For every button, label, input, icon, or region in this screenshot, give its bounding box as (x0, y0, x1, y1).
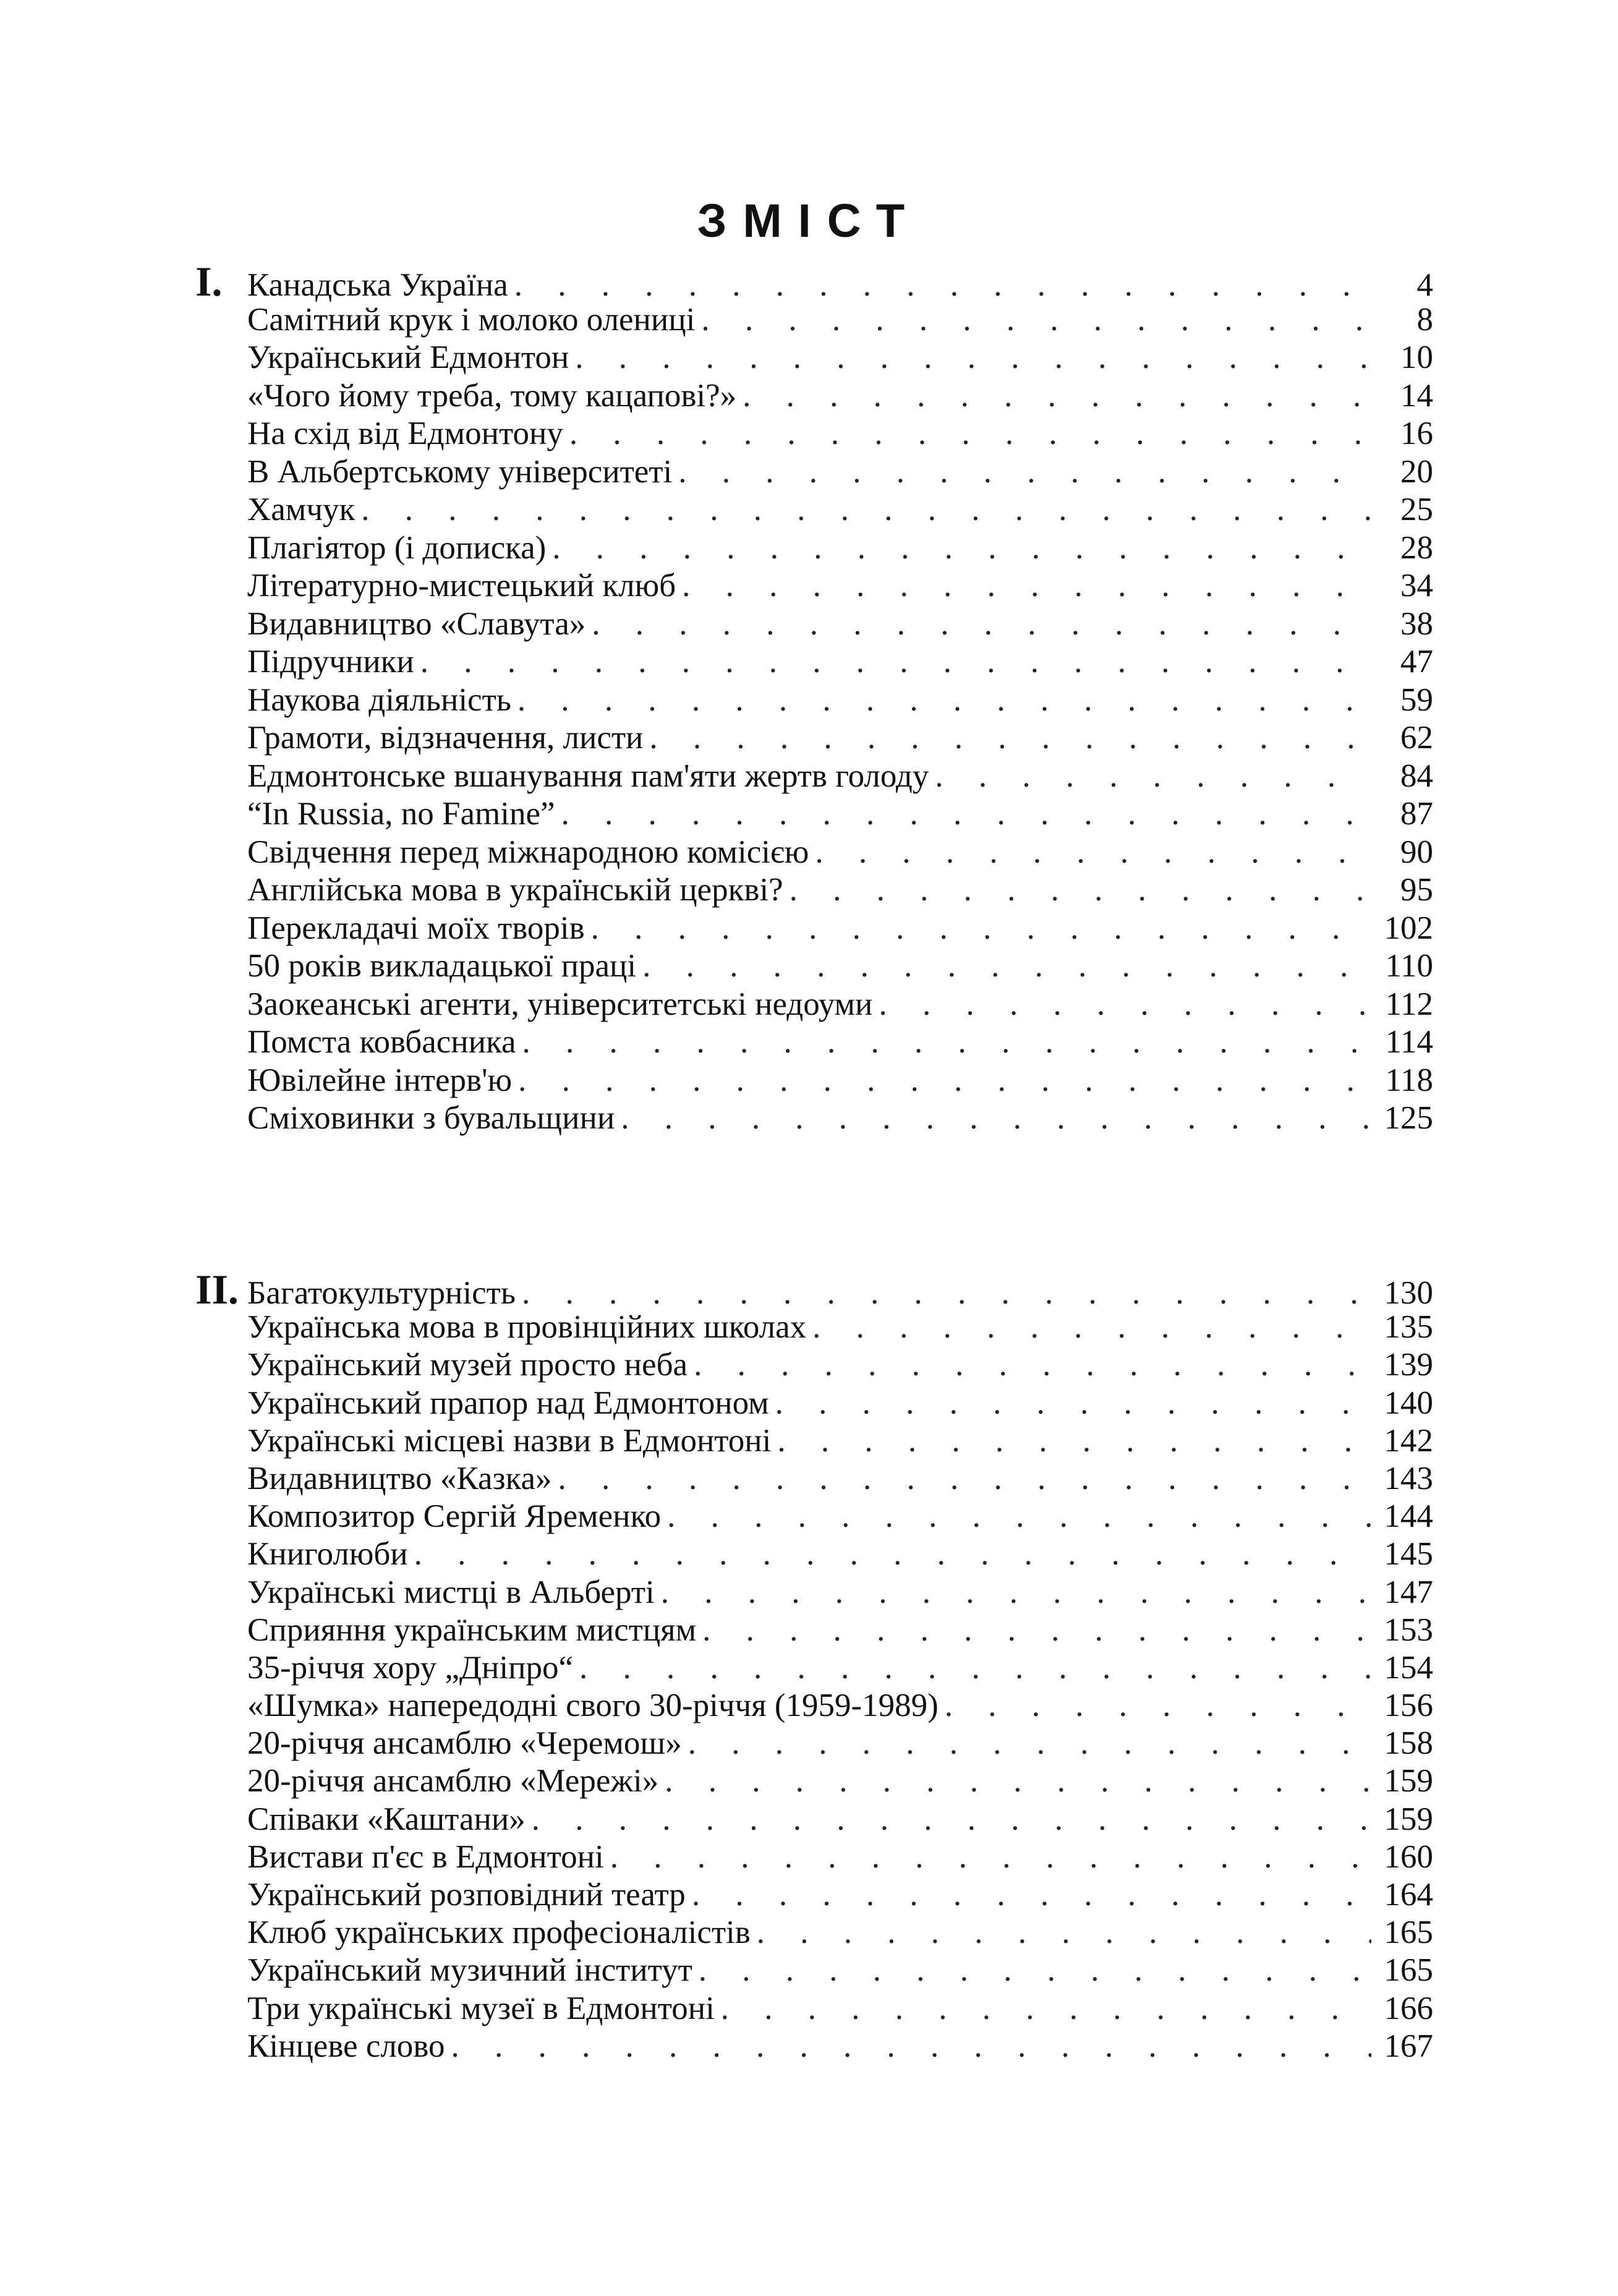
toc-entry (195, 1023, 1433, 1062)
toc-entry-title: Український Едмонтон (247, 339, 569, 375)
dot-leader (701, 301, 1371, 339)
toc-entry (195, 1801, 1433, 1838)
toc-entry-page-number: 87 (1400, 796, 1433, 832)
toc-entry-title: Едмонтонське вшанування пам'яти жертв голоду (247, 758, 929, 794)
toc-entry (195, 339, 1433, 377)
toc-entry-title: В Альбертському університеті (247, 453, 673, 490)
dot-leader (667, 1498, 1371, 1535)
dot-leader (815, 834, 1371, 872)
toc-entry (195, 1838, 1433, 1876)
toc-entry-title: Ювілейне інтерв'ю (247, 1062, 513, 1098)
toc-entry-title: Співаки «Каштани» (247, 1801, 526, 1837)
dot-leader (591, 910, 1371, 948)
toc-entry-page-number: 102 (1384, 910, 1433, 946)
toc-entry-page-number: 20 (1400, 453, 1433, 490)
toc-entry (195, 1385, 1433, 1422)
toc-entry (195, 758, 1433, 796)
toc-entry (195, 1649, 1433, 1687)
toc-entry-page-number: 118 (1385, 1062, 1433, 1098)
toc-entry-page-number: 135 (1384, 1309, 1433, 1346)
toc-entry-page-number: 25 (1400, 492, 1433, 527)
dot-leader (757, 1914, 1371, 1952)
dot-leader (945, 1687, 1371, 1725)
dot-leader (699, 1952, 1371, 1989)
dot-leader (678, 453, 1371, 492)
toc-entry-page-number: 90 (1400, 834, 1433, 870)
dot-leader (514, 267, 1371, 305)
toc-entry (195, 1611, 1433, 1649)
dot-leader (621, 1099, 1371, 1138)
toc-entry (195, 529, 1433, 568)
toc-entry (195, 1876, 1433, 1914)
toc-entry-page-number: 110 (1385, 948, 1433, 984)
toc-entry-page-number: 38 (1400, 605, 1433, 642)
toc-entry (195, 719, 1433, 758)
toc-entry (195, 1460, 1433, 1498)
dot-leader (935, 758, 1371, 796)
toc-entry-page-number: 156 (1384, 1688, 1433, 1724)
toc-section-2 (195, 1266, 1433, 2065)
dot-leader (688, 1725, 1371, 1762)
dot-leader (694, 1346, 1371, 1384)
toc-entry-page-number: 59 (1400, 681, 1433, 718)
toc-entry-page-number: 139 (1384, 1347, 1433, 1383)
toc-entry (195, 1687, 1433, 1725)
toc-entry-page-number: 114 (1385, 1024, 1433, 1060)
dot-leader (649, 719, 1371, 758)
toc-entry (195, 491, 1433, 529)
toc-entry-page-number: 34 (1400, 568, 1433, 604)
toc-entry-page-number: 16 (1400, 416, 1433, 451)
toc-entry (195, 301, 1433, 339)
toc-entry (195, 1725, 1433, 1762)
toc-entry (195, 1990, 1433, 2028)
toc-entry (195, 947, 1433, 986)
toc-entry-title: Книголюби (247, 1536, 408, 1573)
dot-leader (721, 1990, 1371, 2028)
toc-entry-title: Видавництво «Славута» (247, 605, 586, 642)
toc-entry-title: Багатокультурність (247, 1275, 516, 1311)
dot-leader (702, 1611, 1371, 1649)
dot-leader (790, 871, 1371, 910)
toc-entry-page-number: 159 (1384, 1763, 1433, 1799)
toc-entry (195, 1952, 1433, 1989)
dot-leader (812, 1308, 1371, 1346)
toc-entry-title: Три українські музеї в Едмонтоні (247, 1990, 715, 2026)
toc-entry-page-number: 14 (1400, 377, 1433, 414)
toc-entry (195, 1099, 1433, 1138)
toc-entry (195, 1062, 1433, 1100)
toc-entry-page-number: 167 (1384, 2028, 1433, 2064)
dot-leader (518, 1062, 1371, 1100)
dot-leader (558, 1460, 1371, 1498)
toc-entry-title: 50 років викладацької праці (247, 948, 637, 984)
toc-entry-page-number: 130 (1384, 1275, 1433, 1311)
toc-entry-page-number: 4 (1416, 267, 1433, 303)
toc-entry (195, 681, 1433, 720)
dot-leader (451, 2028, 1371, 2065)
toc-entry-title: Самітний крук і молоко олениці (247, 301, 696, 338)
toc-entry (195, 1266, 1433, 1313)
toc-entry-page-number: 112 (1385, 986, 1433, 1022)
toc-entry (195, 1346, 1433, 1384)
toc-entry-page-number: 8 (1416, 301, 1433, 338)
toc-entry-title: Українські місцеві назви в Едмонтоні (247, 1422, 772, 1459)
toc-entry-title: Помста ковбасника (247, 1024, 516, 1060)
toc-entry (195, 1574, 1433, 1611)
dot-leader (665, 1762, 1371, 1800)
toc-entry (195, 643, 1433, 681)
toc-entry-page-number: 145 (1384, 1536, 1433, 1573)
toc-entry-page-number: 166 (1384, 1990, 1433, 2026)
dot-leader (522, 1023, 1371, 1062)
toc-entry-page-number: 153 (1384, 1611, 1433, 1648)
toc-entry-title: 20-річчя ансамблю «Черемош» (247, 1725, 682, 1762)
toc-entry-title: Клюб українських професіоналістів (247, 1914, 751, 1951)
toc-entry-page-number: 165 (1384, 1952, 1433, 1989)
toc-entry (195, 986, 1433, 1024)
toc-entry-title: «Шумка» напередодні свого 30-річчя (1959-1989) (247, 1688, 939, 1724)
toc-entry-title: Український музичний інститут (247, 1952, 692, 1989)
toc-entry (195, 258, 1433, 305)
dot-leader (610, 1838, 1371, 1876)
toc-entry (195, 605, 1433, 644)
toc-entry-page-number: 47 (1400, 644, 1433, 680)
toc-entry (195, 1762, 1433, 1800)
toc-entry (195, 910, 1433, 948)
dot-leader (682, 567, 1371, 605)
dot-leader (575, 339, 1371, 377)
toc-entry-page-number: 144 (1384, 1498, 1433, 1535)
dot-leader (642, 947, 1371, 986)
toc-entry-title: Заокеанські агенти, університетські недоуми (247, 986, 873, 1022)
toc-entry-page-number: 154 (1384, 1649, 1433, 1686)
toc-entry (195, 1914, 1433, 1952)
toc-entry (195, 415, 1433, 453)
dot-leader (569, 415, 1371, 453)
toc-entry (195, 834, 1433, 872)
toc-entry-page-number: 147 (1384, 1574, 1433, 1610)
toc-entry-title: Канадська Україна (247, 267, 508, 303)
toc-entry-page-number: 62 (1400, 720, 1433, 756)
dot-leader (361, 491, 1371, 529)
toc-entry-title: Плагіятор (і дописка) (247, 529, 547, 566)
toc-section-1 (195, 258, 1433, 1138)
toc-entry (195, 795, 1433, 834)
toc-entry-page-number: 159 (1384, 1801, 1433, 1837)
toc-entry-title: На схід від Едмонтону (247, 416, 563, 451)
toc-entry (195, 567, 1433, 605)
toc-entry-title: Підручники (247, 644, 414, 680)
toc-entry-title: 35-річчя хору „Дніпро“ (247, 1649, 573, 1686)
toc-entry-page-number: 142 (1384, 1422, 1433, 1459)
toc-entry-title: Сміховинки з бувальщини (247, 1100, 615, 1136)
toc-entry-title: Свідчення перед міжнародною комісією (247, 834, 809, 870)
toc-entry (195, 377, 1433, 416)
toc-entry-title: Сприяння українським мистцям (247, 1611, 697, 1648)
toc-entry-title: “In Russia, no Famine” (247, 796, 555, 832)
toc-entry-title: Український музей просто неба (247, 1347, 688, 1383)
dot-leader (522, 1274, 1371, 1312)
toc-entry-title: Англійська мова в українській церкві? (247, 872, 783, 908)
dot-leader (692, 1876, 1371, 1914)
toc-entry-page-number: 28 (1400, 529, 1433, 566)
toc-entry-title: Кінцеве слово (247, 2028, 445, 2064)
dot-leader (420, 643, 1371, 681)
dot-leader (592, 605, 1371, 644)
dot-leader (579, 1649, 1371, 1687)
toc-entry (195, 1422, 1433, 1460)
toc-entry-title: Український прапор над Едмонтоном (247, 1385, 769, 1421)
toc-entry-title: 20-річчя ансамблю «Мережі» (247, 1763, 659, 1799)
toc-entry (195, 453, 1433, 492)
toc-entry-page-number: 10 (1400, 339, 1433, 375)
dot-leader (532, 1801, 1371, 1838)
toc-entry-page-number: 84 (1400, 758, 1433, 794)
toc-entry-page-number: 165 (1384, 1914, 1433, 1951)
dot-leader (661, 1574, 1371, 1611)
toc-entry-title: Вистави п'єс в Едмонтоні (247, 1838, 604, 1875)
toc-entry-page-number: 164 (1384, 1877, 1433, 1913)
toc-entry-title: Видавництво «Казка» (247, 1460, 552, 1496)
toc-entry-title: Композитор Сергій Яременко (247, 1498, 662, 1535)
dot-leader (552, 529, 1371, 568)
toc-entry-page-number: 160 (1384, 1838, 1433, 1875)
toc-entry-title: Українська мова в провінційних школах (247, 1309, 807, 1346)
toc-entry-page-number: 140 (1384, 1385, 1433, 1421)
toc-entry-page-number: 158 (1384, 1725, 1433, 1762)
section-numeral: II. (195, 1266, 239, 1313)
dot-leader (879, 986, 1371, 1024)
page-title: ЗМІСТ (697, 195, 921, 247)
toc-entry (195, 1498, 1433, 1535)
toc-entry (195, 2028, 1433, 2065)
dot-leader (561, 795, 1371, 834)
section-numeral: I. (195, 258, 223, 305)
toc-entry-title: Літературно-мистецький клюб (247, 568, 676, 604)
dot-leader (775, 1385, 1371, 1422)
toc-entry-page-number: 125 (1384, 1100, 1433, 1136)
toc-entry-title: Хамчук (247, 492, 356, 527)
toc-entry-title: Перекладачі моїх творів (247, 910, 585, 946)
toc-entry (195, 1535, 1433, 1573)
toc-entry-title: Український розповідний театр (247, 1877, 686, 1913)
dot-leader (414, 1535, 1371, 1573)
toc-entry-title: «Чого йому треба, тому кацапові?» (247, 377, 737, 414)
toc-entry (195, 871, 1433, 910)
dot-leader (743, 377, 1371, 416)
toc-entry-page-number: 143 (1384, 1460, 1433, 1496)
toc-entry-title: Українські мистці в Альберті (247, 1574, 655, 1610)
dot-leader (517, 681, 1371, 720)
toc-entry-title: Грамоти, відзначення, листи (247, 720, 644, 756)
toc-entry-page-number: 95 (1400, 872, 1433, 908)
dot-leader (777, 1422, 1371, 1460)
toc-entry (195, 1308, 1433, 1346)
toc-entry-title: Наукова діяльність (247, 681, 511, 718)
